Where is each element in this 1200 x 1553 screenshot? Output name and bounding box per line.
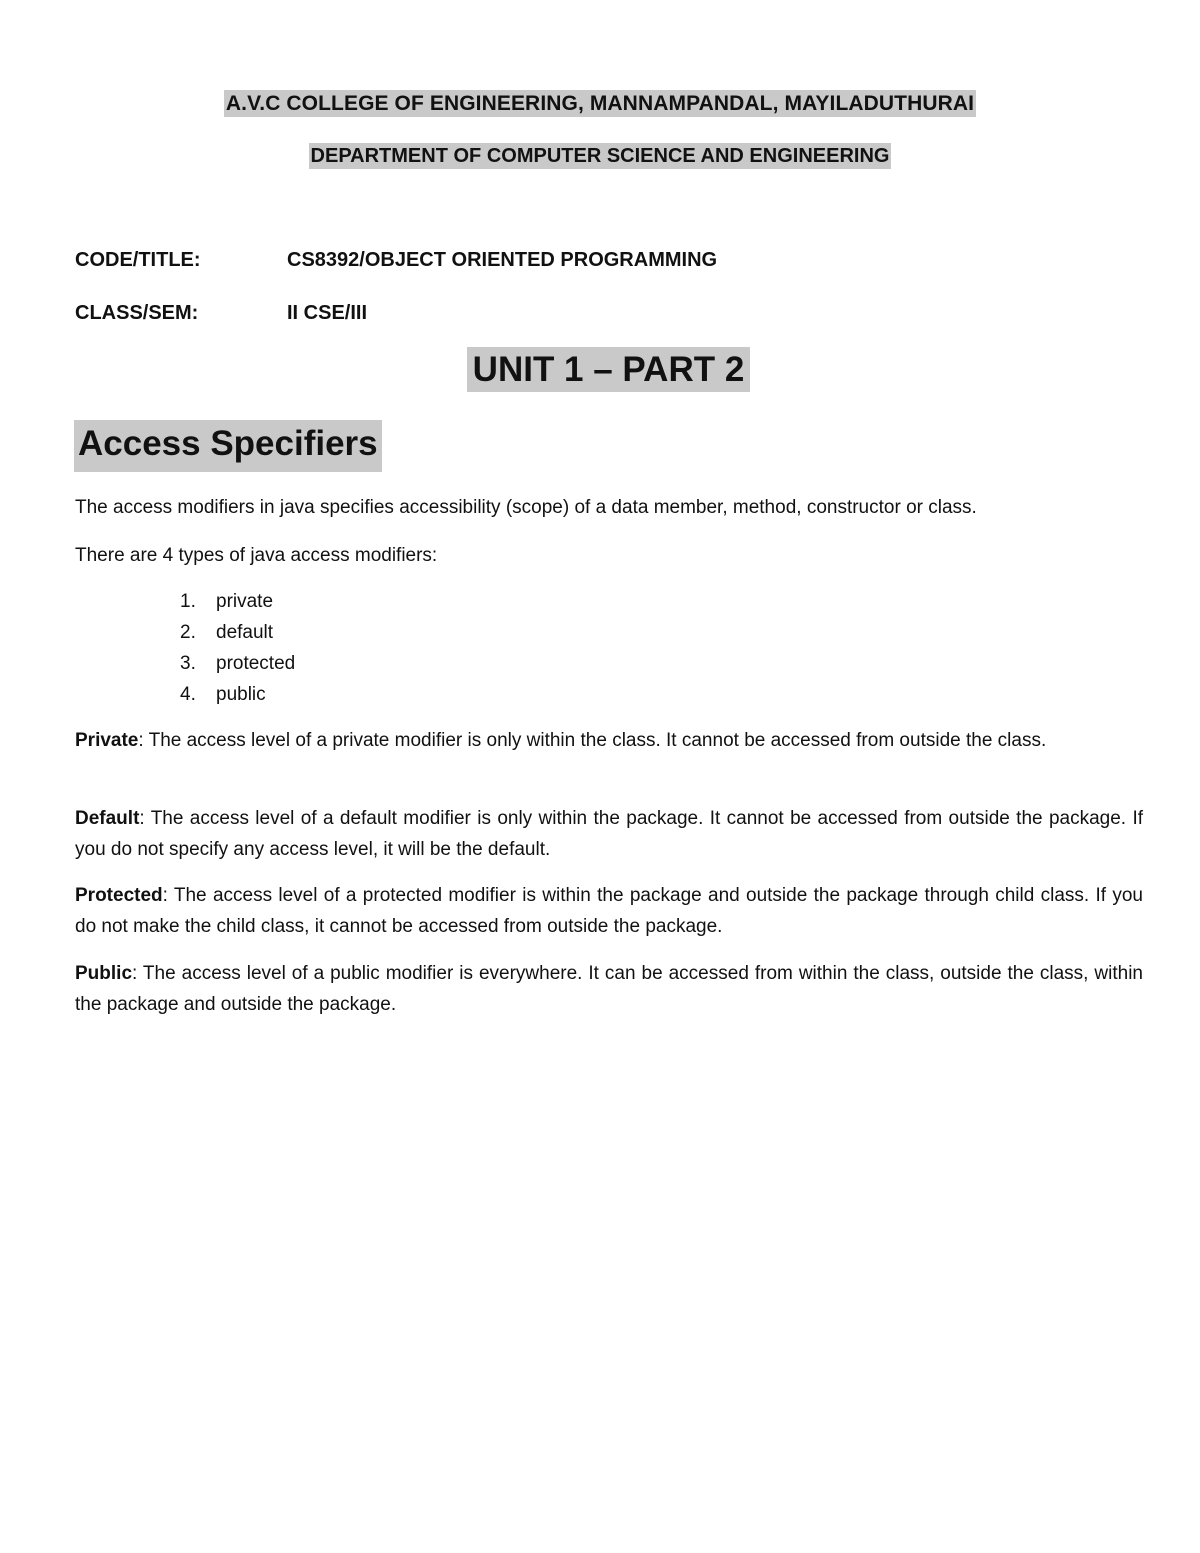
college-name-line [0, 92, 1200, 116]
list-item-number: 3. [180, 653, 196, 674]
intro-paragraph: The access modifiers in java specifies accessibility (scope) of a data member, method, constructor or class. [75, 497, 977, 518]
default-text: : The access level of a default modifier is only within the package. It cannot be accessed from outside the package. If you do not specify any access level, it will be the default. [75, 808, 1143, 860]
private-text: : The access level of a private modifier is only within the class. It cannot be accessed from outside the class. [138, 730, 1047, 751]
default-term: Default [75, 808, 140, 829]
unit-title-line [0, 350, 1200, 390]
protected-term: Protected [75, 885, 163, 906]
department-name: DEPARTMENT OF COMPUTER SCIENCE AND ENGINEERING [310, 145, 890, 167]
list-item-number: 4. [180, 684, 196, 705]
modifier-list [180, 586, 295, 710]
department-line [0, 145, 1200, 168]
list-item-label: protected [216, 653, 296, 674]
list-item [180, 617, 295, 648]
public-definition [75, 958, 1143, 1020]
types-intro-paragraph: There are 4 types of java access modifiers: [75, 545, 438, 566]
list-item-number: 2. [180, 622, 196, 643]
unit-title: UNIT 1 – PART 2 [467, 347, 751, 392]
list-item-label: private [216, 591, 274, 612]
course-code-row [75, 249, 717, 272]
list-item [180, 679, 295, 710]
code-title-value: CS8392/OBJECT ORIENTED PROGRAMMING [287, 249, 718, 271]
protected-definition [75, 880, 1143, 942]
list-item [180, 648, 295, 679]
protected-text: : The access level of a protected modifier is within the package and outside the package through child class. If you do not make the child class, it cannot be accessed from outside the package. [75, 885, 1143, 937]
private-definition [75, 725, 1143, 756]
list-item-label: default [216, 622, 274, 643]
class-sem-row [75, 302, 367, 325]
class-sem-value: II CSE/III [287, 302, 368, 324]
section-heading: Access Specifiers [74, 420, 382, 472]
code-title-label: CODE/TITLE: [75, 249, 201, 271]
list-item-number: 1. [180, 591, 196, 612]
class-sem-label: CLASS/SEM: [75, 302, 199, 324]
public-term: Public [75, 963, 133, 984]
college-name: A.V.C COLLEGE OF ENGINEERING, MANNAMPANDAL, MAYILADUTHURAI [225, 92, 975, 115]
private-term: Private [75, 730, 139, 751]
default-definition [75, 803, 1143, 865]
list-item [180, 586, 295, 617]
public-text: : The access level of a public modifier is everywhere. It can be accessed from within the class, outside the class, within the package and outside the package. [75, 963, 1143, 1015]
list-item-label: public [216, 684, 266, 705]
